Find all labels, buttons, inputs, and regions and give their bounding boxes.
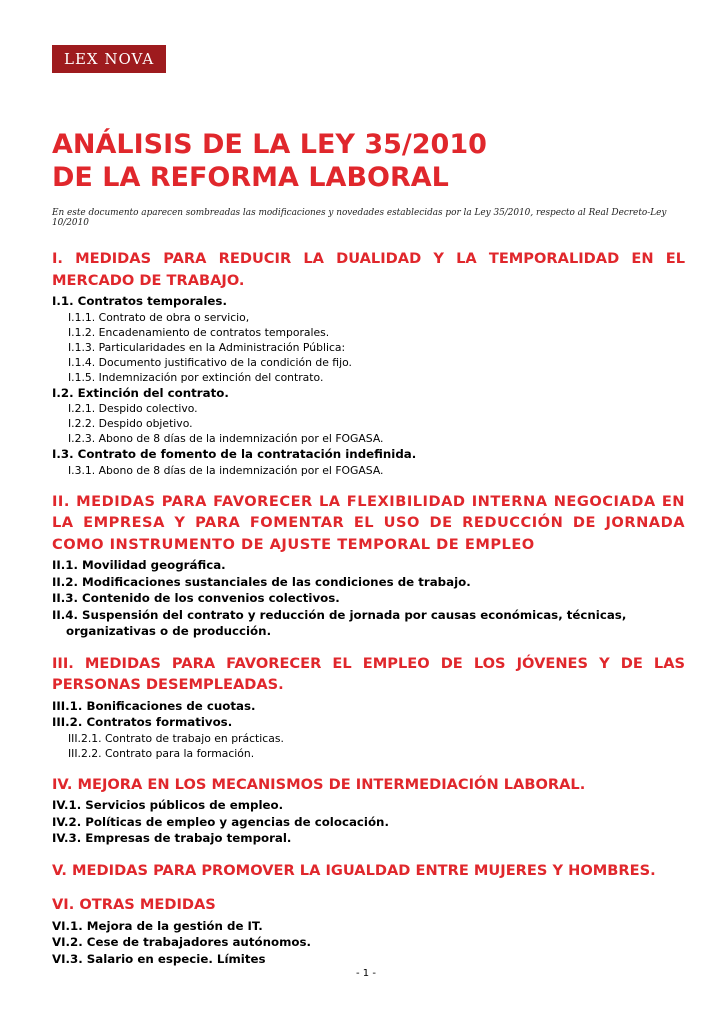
subsubsection-item: I.2.3. Abono de 8 días de la indemnización por el FOGASA. (68, 432, 384, 445)
lex-nova-logo: LEX NOVA (52, 45, 166, 73)
subsection-item: II.1. Movilidad geográfica. (52, 558, 226, 572)
document-title (52, 128, 692, 194)
section (52, 894, 685, 967)
document-subtitle: En este documento aparecen sombreadas las modificaciones y novedades establecidas por la Ley 35/2010, respecto al Real Decreto-Ley 10/2010 (52, 208, 667, 228)
subsubsection-item: I.3.1. Abono de 8 días de la indemnización por el FOGASA. (68, 463, 384, 477)
subsection-item: IV.3. Empresas de trabajo temporal. (52, 831, 292, 845)
subsection-item: III.2. Contratos formativos. (52, 715, 233, 729)
subsection-item: II.4. Suspensión del contrato y reducción de jornada por causas económicas, técnicas, organizativas o de producción. (52, 607, 627, 638)
section (52, 860, 685, 882)
subsubsection-item: I.1.4. Documento justificativo de la condición de fijo. (68, 355, 352, 369)
subsection-item: VI.2. Cese de trabajadores autónomos. (52, 935, 311, 949)
section (52, 774, 685, 847)
section (52, 653, 685, 761)
section-title: VI. OTRAS MEDIDAS (52, 896, 216, 913)
section-title: I. MEDIDAS PARA REDUCIR LA DUALIDAD Y LA TEMPORALIDAD EN EL MERCADO DE TRABAJO. (52, 250, 685, 289)
section (52, 248, 685, 478)
section-title: IV. MEJORA EN LOS MECANISMOS DE INTERMEDIACIÓN LABORAL. (52, 775, 586, 793)
subsection-item: III.1. Bonificaciones de cuotas. (52, 698, 256, 713)
subsection-item: II.2. Modificaciones sustanciales de las condiciones de trabajo. (52, 574, 471, 589)
subsubsection-item: I.2.1. Despido colectivo. (68, 402, 198, 415)
section-title: III. MEDIDAS PARA FAVORECER EL EMPLEO DE LOS JÓVENES Y DE LAS PERSONAS DESEMPLEADAS. (52, 654, 685, 693)
subsubsection-item: I.1.2. Encadenamiento de contratos temporales. (68, 325, 330, 339)
title-line-1: ANÁLISIS DE LA LEY 35/2010 (52, 129, 487, 160)
subsubsection-item: III.2.1. Contrato de trabajo en prácticas. (68, 731, 284, 745)
subsubsection-item: III.2.2. Contrato para la formación. (68, 746, 255, 760)
table-of-contents (52, 248, 685, 980)
subsection-item: VI.1. Mejora de la gestión de IT. (52, 918, 263, 933)
section (52, 491, 685, 640)
subsection-item: I.2. Extinción del contrato. (52, 385, 229, 400)
subsubsection-item: I.1.1. Contrato de obra o servicio, (68, 310, 250, 324)
section-title: V. MEDIDAS PARA PROMOVER LA IGUALDAD ENTRE MUJERES Y HOMBRES. (52, 861, 656, 879)
subsection-item: II.3. Contenido de los convenios colectivos. (52, 591, 340, 605)
subsubsection-item: I.1.3. Particularidades en la Administración Pública: (68, 340, 346, 354)
title-line-2: DE LA REFORMA LABORAL (52, 162, 449, 193)
subsection-item: IV.1. Servicios públicos de empleo. (52, 798, 284, 812)
subsubsection-item: I.2.2. Despido objetivo. (68, 417, 193, 430)
subsection-item: I.3. Contrato de fomento de la contratación indefinida. (52, 447, 417, 461)
section-title: II. MEDIDAS PARA FAVORECER LA FLEXIBILIDAD INTERNA NEGOCIADA EN LA EMPRESA Y PARA FOMENTAR EL USO DE REDUCCIÓN DE JORNADA COMO INSTRUMENTO DE AJUSTE TEMPORAL DE EMPLEO (52, 492, 685, 553)
subsection-item: VI.3. Salario en especie. Límites (52, 951, 266, 966)
page-number: - 1 - (356, 968, 376, 979)
subsection-item: IV.2. Políticas de empleo y agencias de colocación. (52, 814, 389, 829)
subsection-item: I.1. Contratos temporales. (52, 294, 227, 308)
subsubsection-item: I.1.5. Indemnización por extinción del contrato. (68, 370, 324, 384)
